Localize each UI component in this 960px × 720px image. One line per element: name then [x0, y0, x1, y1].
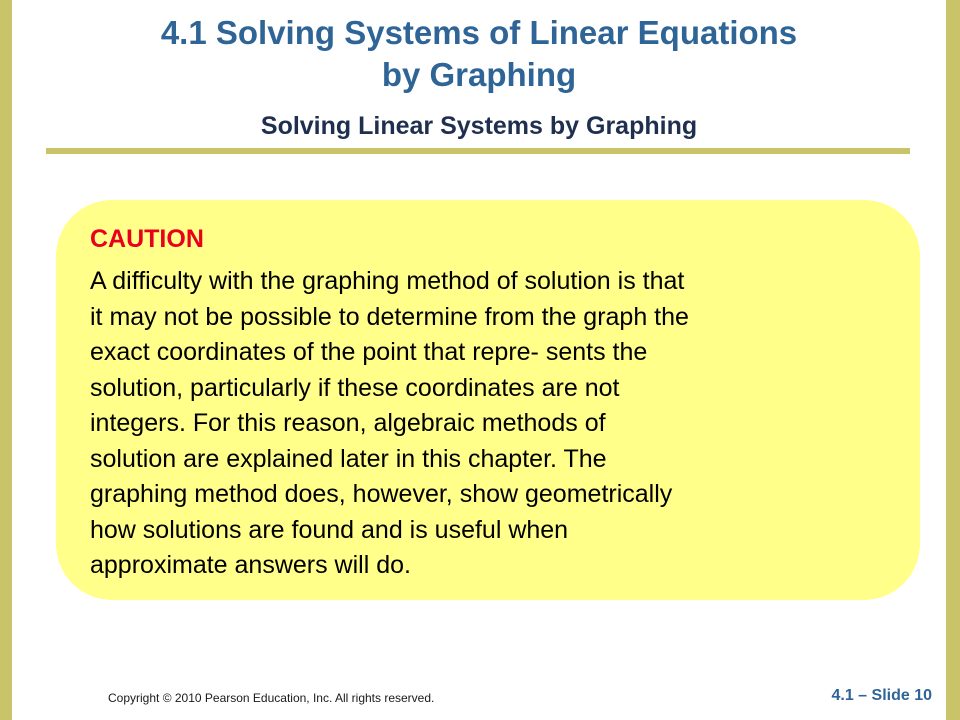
caution-line: solution are explained later in this chapter. The — [90, 444, 607, 473]
caution-body — [90, 264, 900, 584]
title-divider — [46, 148, 910, 154]
caution-line: it may not be possible to determine from the graph the — [90, 302, 689, 331]
slide-number: 4.1 – Slide 10 — [831, 687, 932, 704]
caution-box — [56, 200, 920, 600]
caution-line: approximate answers will do. — [90, 551, 411, 579]
slide-title-line-2: by Graphing — [381, 56, 577, 93]
caution-line: integers. For this reason, algebraic methods of — [90, 409, 606, 437]
slide-title — [12, 12, 946, 96]
caution-line: graphing method does, however, show geometrically — [90, 480, 673, 508]
slide — [12, 0, 946, 720]
slide-subtitle: Solving Linear Systems by Graphing — [260, 112, 698, 140]
caution-line: A difficulty with the graphing method of solution is that — [90, 267, 685, 295]
caution-line: how solutions are found and is useful when — [90, 515, 569, 544]
copyright-notice: Copyright © 2010 Pearson Education, Inc. All rights reserved. — [108, 691, 435, 705]
slide-title-line-1: 4.1 Solving Systems of Linear Equations — [160, 14, 798, 51]
caution-line: exact coordinates of the point that repre- sents the — [90, 338, 648, 366]
caution-heading: CAUTION — [90, 225, 204, 253]
caution-line: solution, particularly if these coordinates are not — [90, 373, 620, 402]
